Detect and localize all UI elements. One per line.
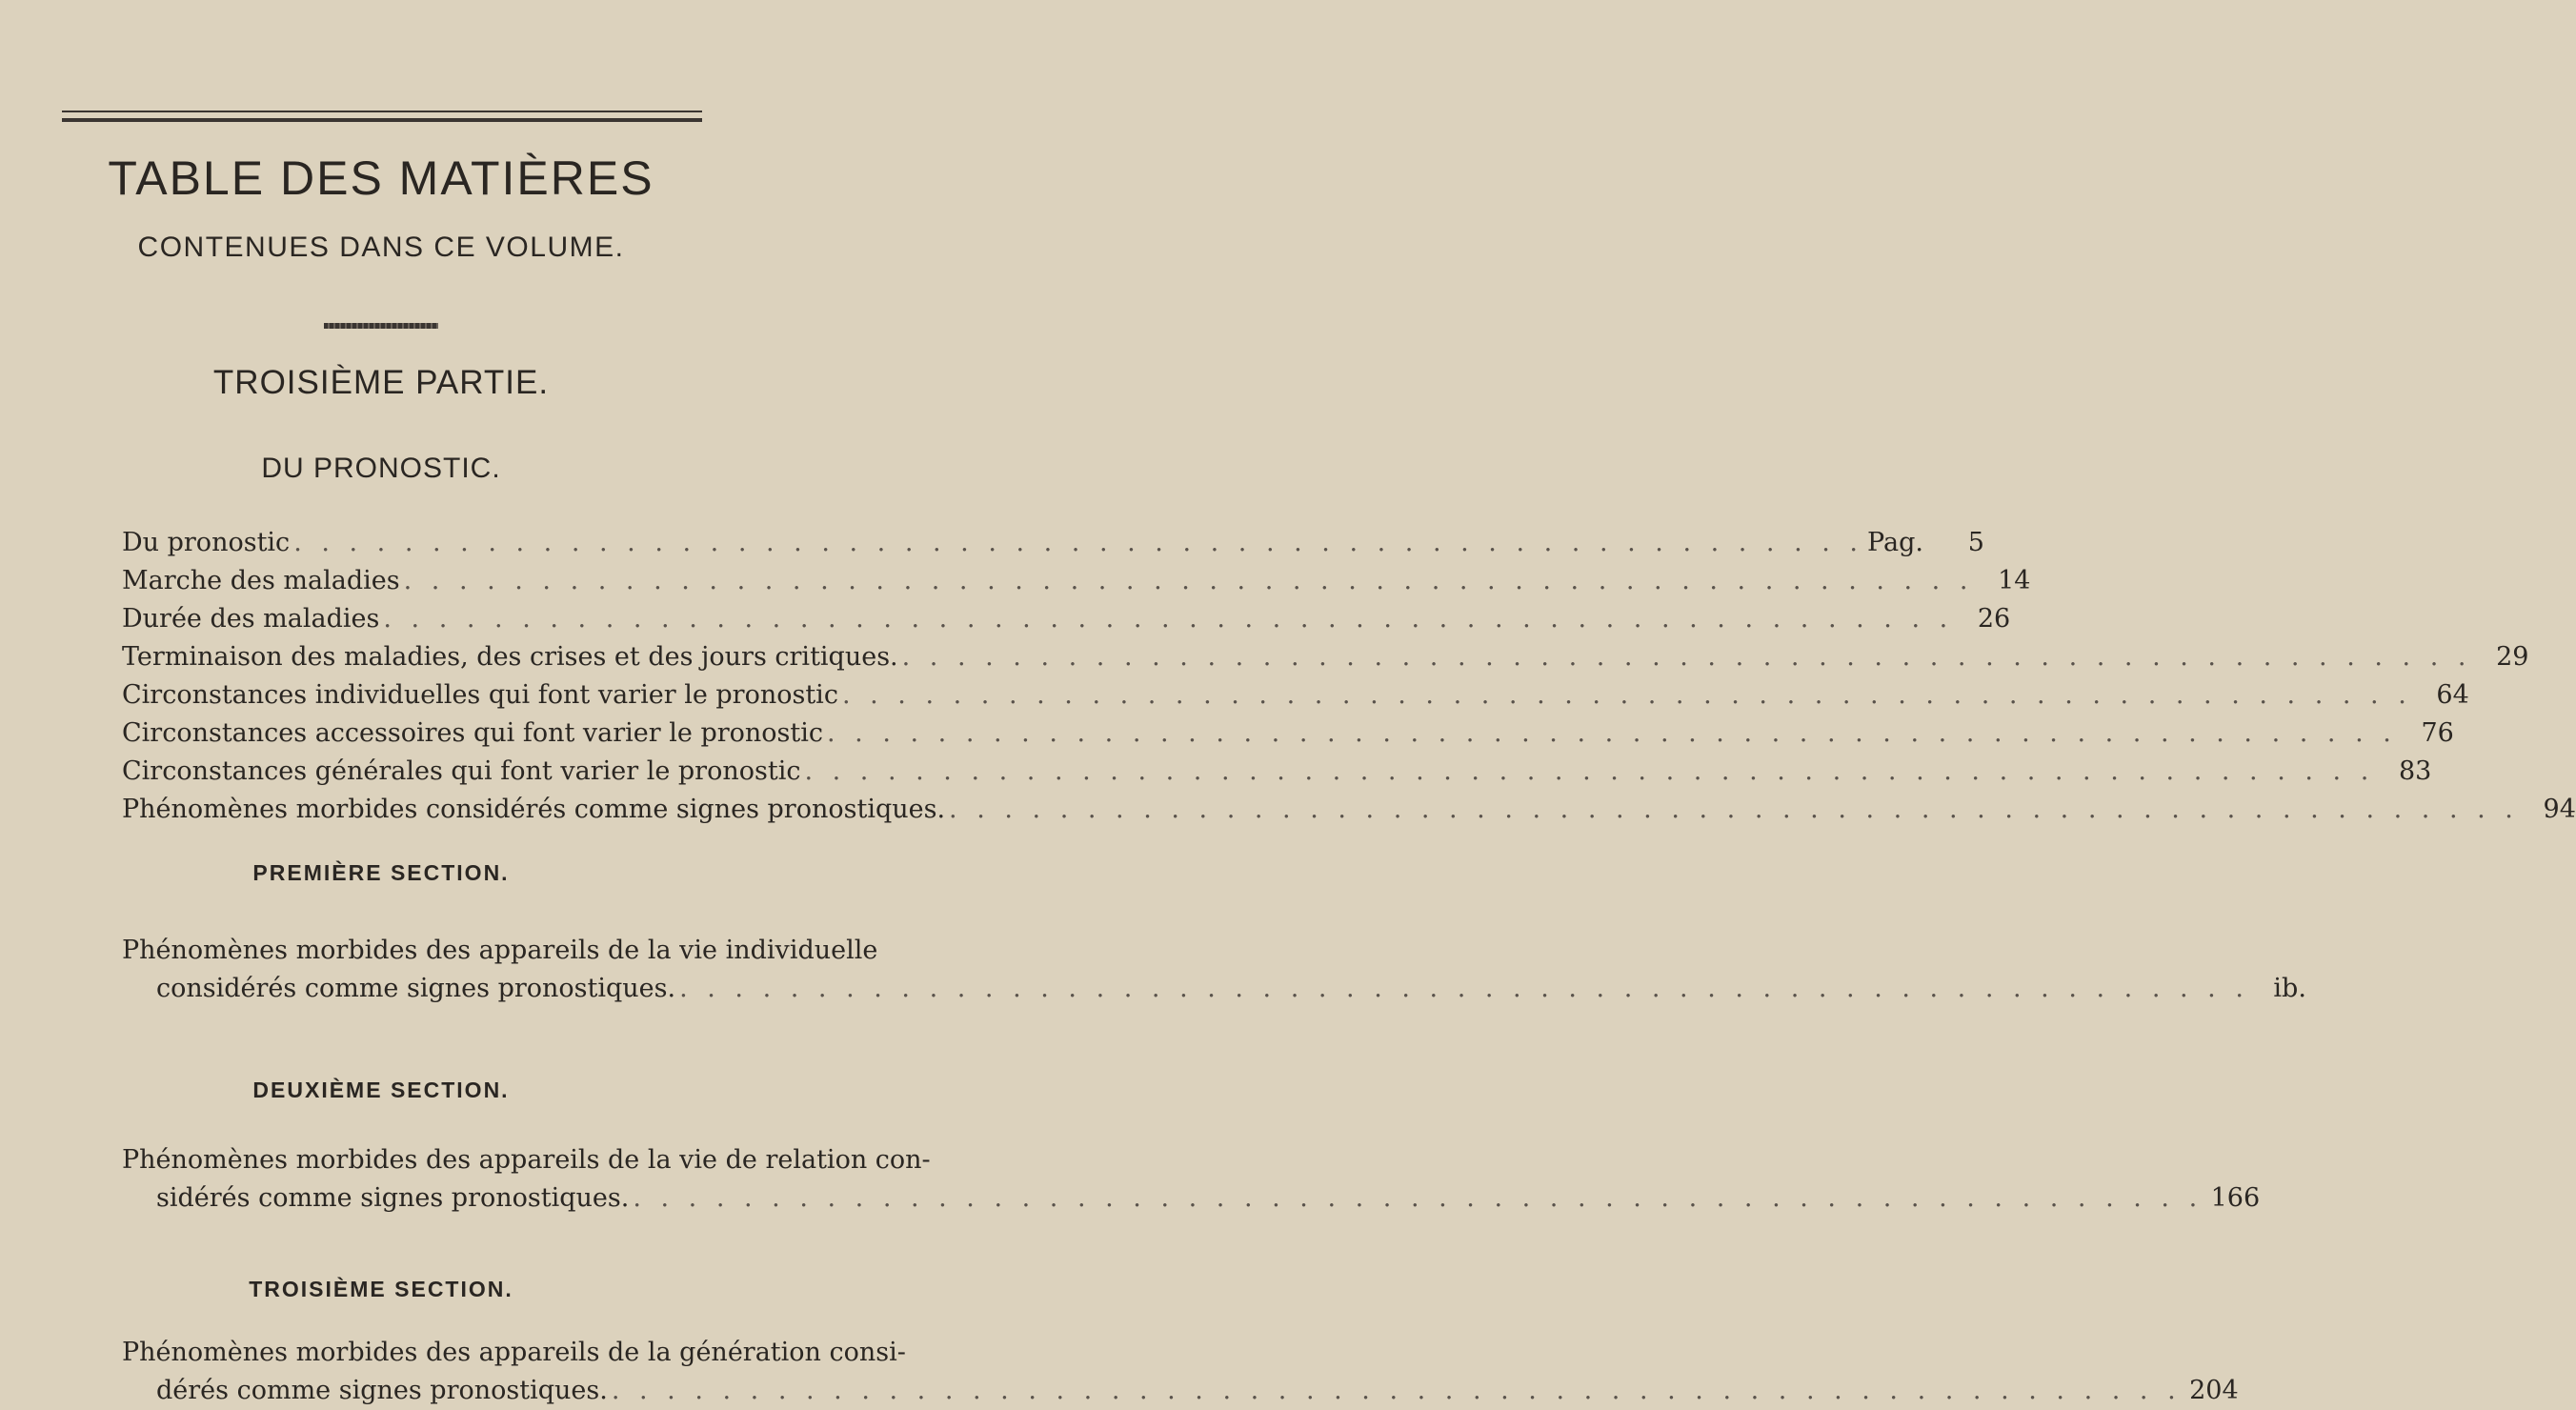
toc-entry-text: Durée des maladies: [122, 604, 380, 634]
section-title: DEUXIÈME SECTION.: [252, 1078, 510, 1102]
leader-dots: [823, 715, 2401, 753]
section-entry: [122, 1141, 2261, 1218]
toc-entry: [122, 753, 2432, 791]
section-entry-line: considérés comme signes pronostiques.: [156, 974, 676, 1003]
toc-entry-page: 76: [2421, 718, 2454, 748]
section-entry: [122, 1334, 2239, 1410]
section-entry-line: Phénomènes morbides des appareils de la vie de relation con-: [122, 1145, 931, 1175]
toc-entry-page: 83: [2398, 756, 2432, 786]
toc-entry-page: 94: [2543, 795, 2576, 824]
toc-entry-text: Du pronostic: [122, 528, 291, 557]
leader-dots: [898, 638, 2476, 676]
toc-entry-page: 64: [2436, 680, 2469, 710]
leader-dots: [290, 524, 1867, 562]
toc-entry-text: Circonstances individuelles qui font varier le pronostic: [122, 680, 838, 710]
pag-label: Pag.: [1867, 528, 1923, 557]
section-title: TROISIÈME SECTION.: [249, 1277, 513, 1301]
section-entry-line: dérés comme signes pronostiques.: [156, 1376, 608, 1405]
toc-entry: [122, 715, 2454, 753]
leader-dots: [608, 1372, 2185, 1410]
toc-entry-page: 29: [2496, 642, 2529, 672]
top-rule-thin: [62, 111, 702, 112]
page-subtitle: CONTENUES DANS CE VOLUME.: [137, 232, 625, 263]
toc-entry: [122, 600, 2011, 638]
toc-entry-page: 5: [1967, 528, 1984, 557]
section-entry-page: 204: [2189, 1376, 2239, 1405]
toc-entry-page: 14: [1998, 566, 2031, 595]
toc-entry: [122, 638, 2529, 676]
toc-entry-text: Terminaison des maladies, des crises et des jours critiques.: [122, 642, 898, 672]
leader-dots: [629, 1179, 2206, 1218]
leader-dots: [675, 970, 2253, 1008]
toc-entry: [122, 562, 2031, 600]
toc-entry: [122, 791, 2576, 829]
leader-dots: [379, 600, 1957, 638]
toc-entry: [122, 676, 2469, 715]
leader-dots: [400, 562, 1978, 600]
section-entry: [122, 932, 2306, 1008]
section-entry-line: Phénomènes morbides des appareils de la génération consi-: [122, 1338, 906, 1367]
section-entry-line: Phénomènes morbides des appareils de la vie individuelle: [122, 936, 878, 965]
toc-entry-text: Phénomènes morbides considérés comme signes pronostiques.: [122, 795, 946, 824]
section-entry-line: sidérés comme signes pronostiques.: [156, 1183, 630, 1213]
toc-entry: [122, 524, 1984, 562]
leader-dots: [800, 753, 2378, 791]
part-subtitle: DU PRONOSTIC.: [261, 453, 501, 484]
ornament-divider: [324, 323, 438, 329]
toc-entry-page: 26: [1977, 604, 2011, 634]
section-entry-page: 166: [2210, 1183, 2261, 1213]
part-title: TROISIÈME PARTIE.: [212, 364, 550, 401]
section-title: PREMIÈRE SECTION.: [252, 860, 510, 885]
toc-entry-text: Circonstances accessoires qui font varier le pronostic: [122, 718, 824, 748]
leader-dots: [838, 676, 2416, 715]
section-entry-page: ib.: [2273, 974, 2306, 1003]
toc-entry-text: Marche des maladies: [122, 566, 400, 595]
top-rule-thick: [62, 118, 702, 122]
toc-entry-text: Circonstances générales qui font varier le pronostic: [122, 756, 801, 786]
leader-dots: [945, 791, 2523, 829]
page-title: TABLE DES MATIÈRES: [108, 151, 654, 205]
